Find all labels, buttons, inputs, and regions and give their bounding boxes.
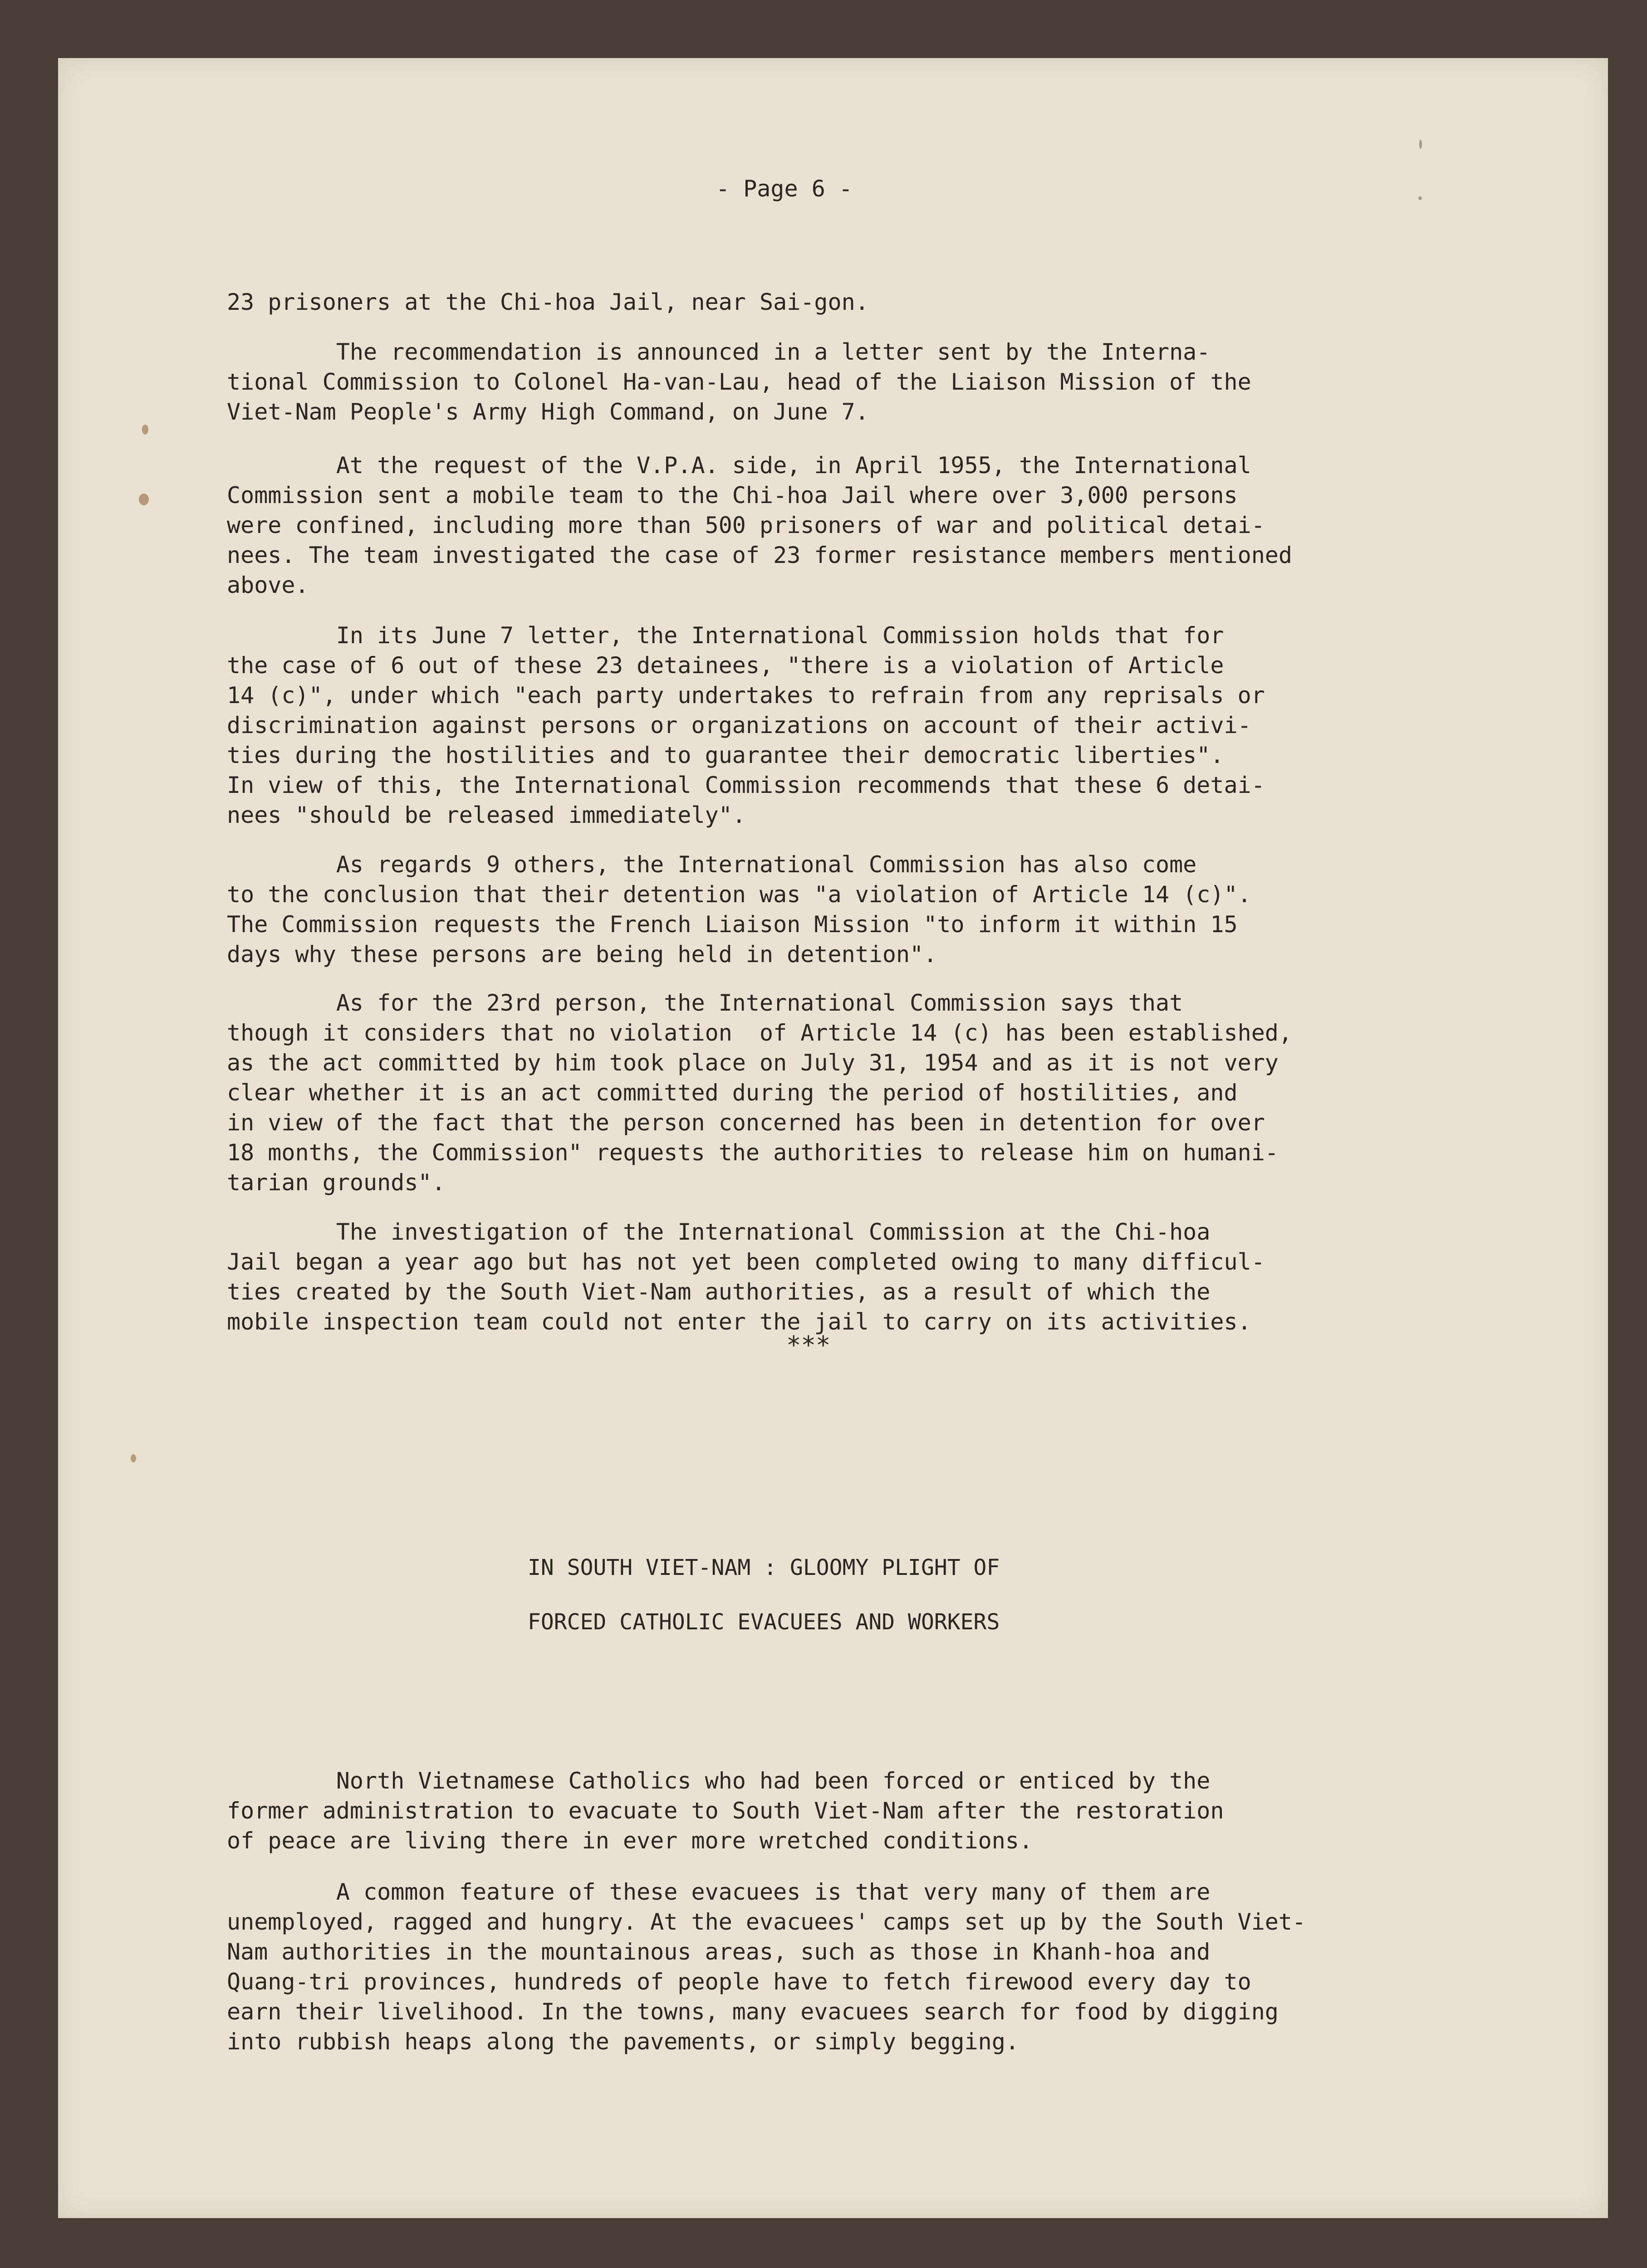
text-line: as the act committed by him took place on July 31, 1954 and as it is not very [227,1050,1279,1076]
paper-mark [1419,140,1422,149]
paper-stain [142,425,148,435]
paragraph-evacuees-conditions [227,1877,1306,2057]
paragraph-intro-line [227,287,869,317]
text-line: days why these persons are being held in detention". [227,941,937,968]
text-line: tional Commission to Colonel Ha-van-Lau, head of the Liaison Mission of the [227,369,1251,395]
paragraph-recommendation [227,337,1251,427]
paragraph-evacuees-intro [227,1766,1224,1856]
text-line: clear whether it is an act committed during the period of hostilities, and [227,1080,1238,1106]
text-line: As for the 23rd person, the International Commission says that [227,990,1183,1016]
text-line: above. [227,572,309,598]
text-line: into rubbish heaps along the pavements, or simply begging. [227,2028,1019,2055]
text-line: unemployed, ragged and hungry. At the evacuees' camps set up by the South Viet- [227,1909,1306,1935]
text-line: Quang-tri provinces, hundreds of people have to fetch firewood every day to [227,1969,1251,1995]
text-line: the case of 6 out of these 23 detainees, "there is a violation of Article [227,652,1224,679]
text-line: Commission sent a mobile team to the Chi-hoa Jail where over 3,000 persons [227,482,1238,508]
text-line: to the conclusion that their detention was "a violation of Article 14 (c)". [227,881,1251,908]
paper-stain [131,1454,136,1462]
document-page [58,58,1608,2218]
text-line: nees "should be released immediately". [227,802,746,828]
text-line: The Commission requests the French Liaison Mission "to inform it within 15 [227,911,1238,938]
text-line: In view of this, the International Commission recommends that these 6 detai- [227,772,1265,798]
text-line: Nam authorities in the mountainous areas, such as those in Khanh-hoa and [227,1939,1211,1965]
paragraph-nine-others [227,850,1251,969]
headline-line-2: FORCED CATHOLIC EVACUEES AND WORKERS [528,1609,1000,1635]
text-line: nees. The team investigated the case of 23 former resistance members mentioned [227,542,1292,568]
text-line: 23 prisoners at the Chi-hoa Jail, near Sai-gon. [227,289,869,315]
text-line: North Vietnamese Catholics who had been forced or enticed by the [227,1768,1211,1794]
paragraph-june-letter [227,621,1265,830]
text-line: tarian grounds". [227,1169,446,1196]
text-line: earn their livelihood. In the towns, many evacuees search for food by digging [227,1999,1279,2025]
paragraph-mobile-team [227,450,1292,600]
text-line: of peace are living there in ever more wretched conditions. [227,1828,1033,1854]
text-line: As regards 9 others, the International Commission has also come [227,851,1197,878]
text-line: were confined, including more than 500 prisoners of war and political detai- [227,512,1265,538]
text-line: ties during the hostilities and to guarantee their democratic liberties". [227,742,1224,768]
text-line: ties created by the South Viet-Nam authorities, as a result of which the [227,1279,1211,1305]
text-line: discrimination against persons or organizations on account of their activi- [227,712,1251,738]
text-line: The investigation of the International Commission at the Chi-hoa [227,1219,1211,1245]
text-line: mobile inspection team could not enter the jail to carry on its activities. [227,1309,1251,1335]
text-line: At the request of the V.P.A. side, in April 1955, the International [227,452,1251,479]
text-line: A common feature of these evacuees is that very many of them are [227,1879,1211,1905]
text-line: Jail began a year ago but has not yet been completed owing to many difficul- [227,1249,1265,1275]
text-line: in view of the fact that the person concerned has been in detention for over [227,1110,1265,1136]
page-number: - Page 6 - [716,176,853,202]
text-line: 18 months, the Commission" requests the authorities to release him on humani- [227,1139,1279,1166]
text-line: Viet-Nam People's Army High Command, on June 7. [227,399,869,425]
paragraph-23rd-person [227,988,1292,1198]
headline-line-1: IN SOUTH VIET-NAM : GLOOMY PLIGHT OF [528,1555,1000,1580]
text-line: former administration to evacuate to South Viet-Nam after the restoration [227,1798,1224,1824]
text-line: 14 (c)", under which "each party undertakes to refrain from any reprisals or [227,682,1265,709]
text-line: The recommendation is announced in a letter sent by the Interna- [227,339,1211,365]
text-line: though it considers that no violation of Article 14 (c) has been established, [227,1020,1292,1046]
section-separator: *** [786,1331,831,1359]
text-line: In its June 7 letter, the International Commission holds that for [227,622,1224,649]
paper-stain [139,494,149,505]
paragraph-investigation [227,1217,1265,1337]
paper-mark [1418,196,1422,200]
